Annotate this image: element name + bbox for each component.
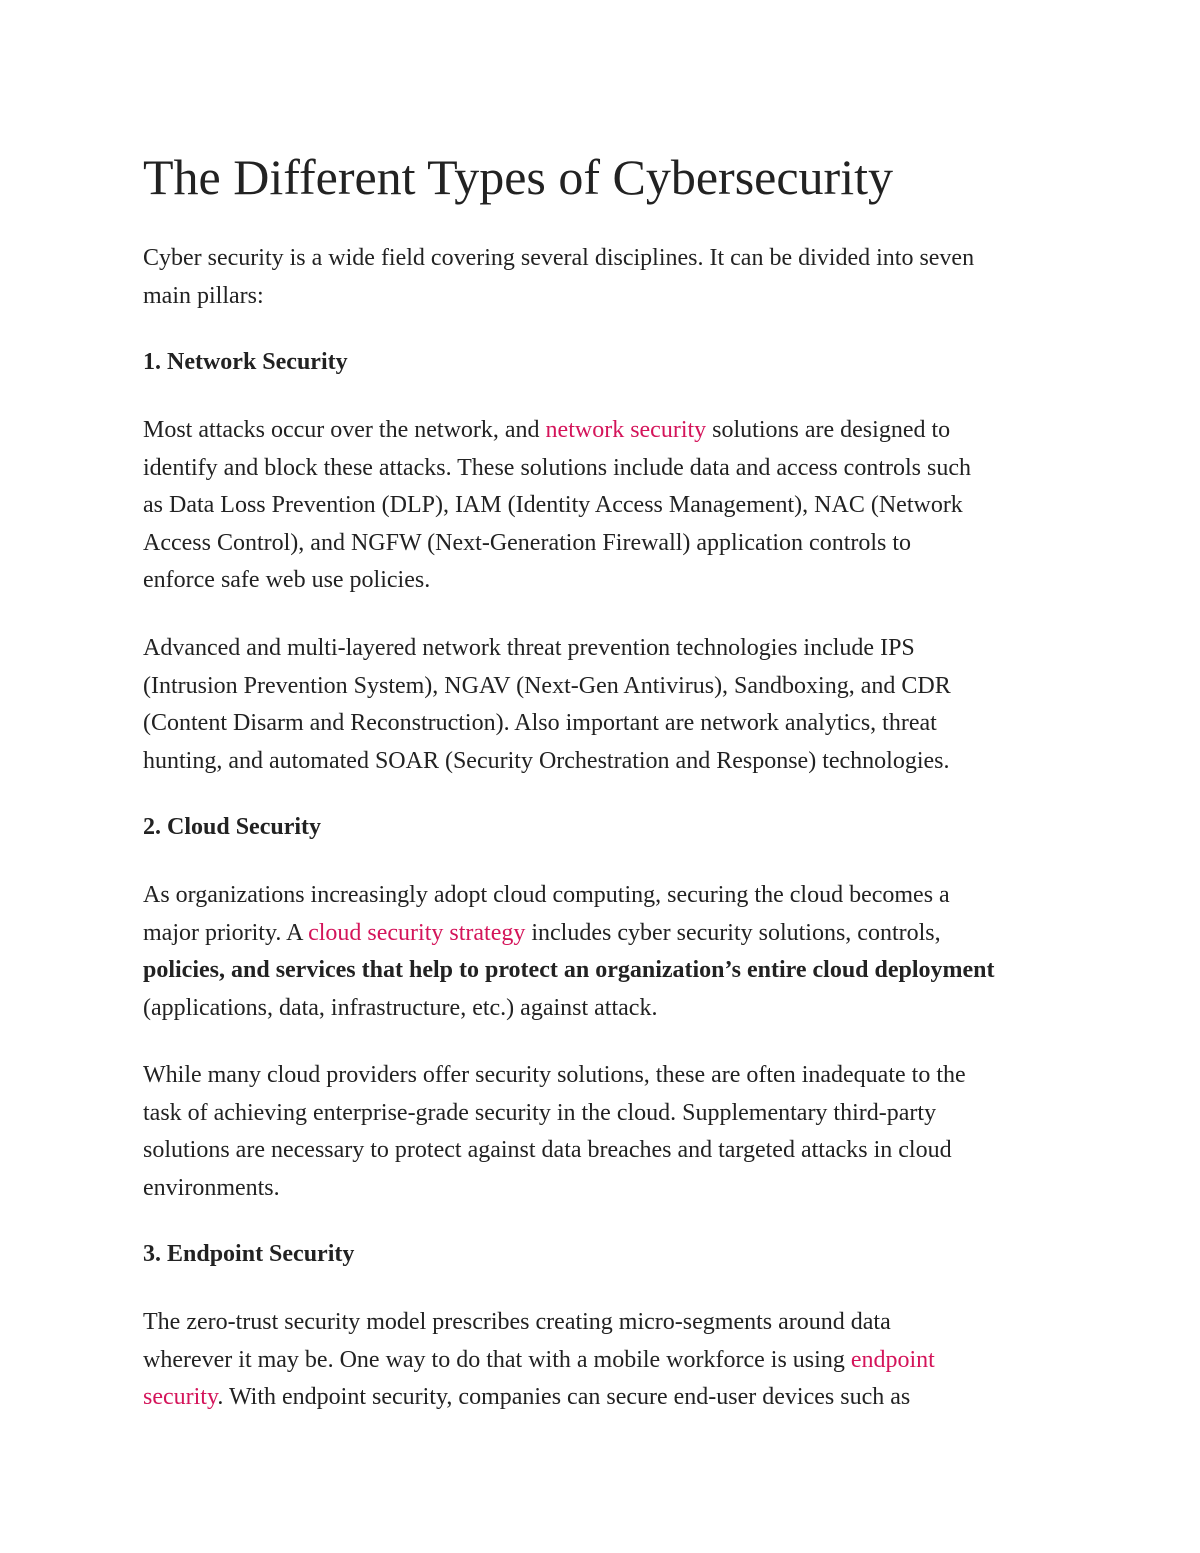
- paragraph-line: solutions are necessary to protect against data breaches and targeted attacks in cloud: [143, 1137, 952, 1163]
- paragraph-line: (Intrusion Prevention System), NGAV (Next-Gen Antivirus), Sandboxing, and CDR: [143, 672, 951, 699]
- paragraph-line: While many cloud providers offer security solutions, these are often inadequate to the: [143, 1062, 966, 1088]
- paragraph-line: Advanced and multi-layered network threat prevention technologies include IPS: [143, 635, 915, 661]
- cloud-security-paragraph-2: [143, 1057, 1083, 1207]
- paragraph-line: identify and block these attacks. These solutions include data and access controls such: [143, 454, 971, 481]
- section-heading-cloud-security: 2. Cloud Security: [143, 814, 322, 840]
- paragraph-line: hunting, and automated SOAR (Security Orchestration and Response) technologies.: [143, 747, 950, 774]
- section-heading-network-security: 1. Network Security: [143, 349, 348, 375]
- text-run: Most attacks occur over the network, and: [143, 417, 546, 443]
- paragraph-line: [143, 1379, 1083, 1417]
- text-run: major priority. A: [143, 919, 309, 946]
- section-heading-endpoint-security: 3. Endpoint Security: [143, 1241, 355, 1267]
- paragraph-line: The zero-trust security model prescribes creating micro-segments around data: [143, 1309, 891, 1335]
- endpoint-security-link-part-1[interactable]: endpoint: [850, 1346, 935, 1373]
- endpoint-security-link-part-2[interactable]: security: [143, 1384, 218, 1410]
- intro-paragraph: [143, 240, 1083, 315]
- paragraph-line: (Content Disarm and Reconstruction). Also important are network analytics, threat: [143, 710, 937, 736]
- endpoint-security-paragraph-1: [143, 1304, 1083, 1417]
- network-security-link[interactable]: network security: [545, 417, 707, 443]
- paragraph-line: task of achieving enterprise-grade security in the cloud. Supplementary third-party: [143, 1099, 937, 1126]
- text-run: solutions are designed to: [706, 417, 951, 443]
- paragraph-line: [143, 412, 1083, 450]
- network-security-paragraph-1: [143, 412, 1083, 600]
- cloud-security-paragraph-1: [143, 877, 1083, 1027]
- paragraph-line: As organizations increasingly adopt cloud computing, securing the cloud becomes a: [143, 882, 950, 908]
- text-run: . With endpoint security, companies can secure end-user devices such as: [217, 1384, 911, 1410]
- cloud-security-strategy-link[interactable]: cloud security strategy: [308, 919, 526, 946]
- page-title: The Different Types of Cybersecurity: [143, 149, 893, 205]
- paragraph-line: [143, 1342, 1083, 1380]
- intro-line-2: main pillars:: [143, 282, 264, 309]
- paragraph-line: enforce safe web use policies.: [143, 567, 431, 593]
- paragraph-line: as Data Loss Prevention (DLP), IAM (Identity Access Management), NAC (Network: [143, 492, 963, 518]
- paragraph-line: (applications, data, infrastructure, etc.) against attack.: [143, 994, 658, 1021]
- intro-line-1: Cyber security is a wide field covering several disciplines. It can be divided into seven: [143, 245, 975, 271]
- text-run: wherever it may be. One way to do that with a mobile workforce is using: [143, 1346, 851, 1373]
- network-security-paragraph-2: [143, 630, 1083, 780]
- paragraph-line-bold: policies, and services that help to protect an organization’s entire cloud deployment: [143, 957, 995, 983]
- paragraph-line: environments.: [143, 1174, 280, 1201]
- paragraph-line: [143, 915, 1083, 953]
- paragraph-line: Access Control), and NGFW (Next-Generation Firewall) application controls to: [143, 529, 912, 556]
- text-run: includes cyber security solutions, controls,: [525, 919, 941, 946]
